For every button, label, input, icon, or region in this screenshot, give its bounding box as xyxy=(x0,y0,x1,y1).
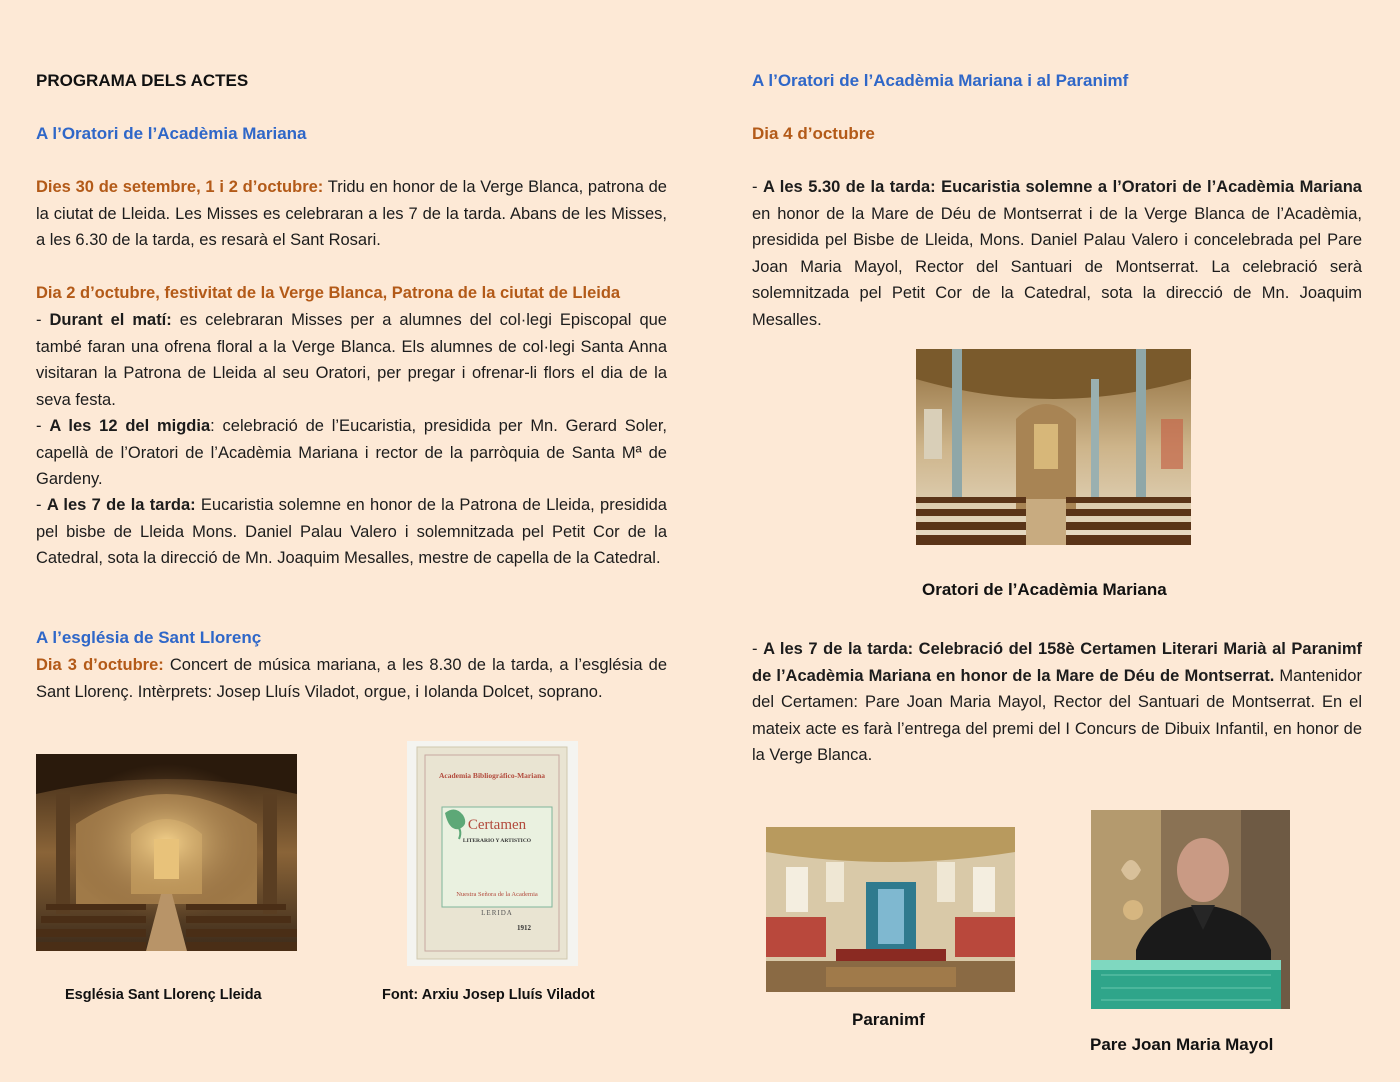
day2-item-evening: - A les 7 de la tarda: Eucaristia solemne en honor de la Patrona de Lleida, presidida pel bisbe de Lleida Mons. Daniel Palau Valero i solemnitzada pel Petit Cor de la Catedral, sota la direcció de Mn. Joaquim Mesalles, mestre de capella de la Catedral. xyxy=(36,496,667,568)
mayol-photo xyxy=(1091,810,1290,1009)
day2-item-evening-lead: A les 7 de la tarda: xyxy=(46,496,196,514)
book-city: LERIDA xyxy=(481,909,513,917)
day4-eucharist-paragraph: - A les 5.30 de la tarda: Eucaristia solemne a l’Oratori de l’Acadèmia Mariana en honor de la Mare de Déu de Montserrat i de la Verge Blanca de l’Acadèmia, presidida pel Bisbe de Lleida, Mons. Daniel Palau Valero i concelebrada pel Pare Joan Maria Mayol, Rector del Santuari de Montserrat. La celebració serà solemnitzada pel Petit Cor de la Catedral, sota la direcció de Mn. Joaquim Mesalles. xyxy=(752,178,1362,329)
day2-heading: Dia 2 d’octubre, festivitat de la Verge Blanca, Patrona de la ciutat de Lleida xyxy=(36,284,621,302)
triduum-date: Dies 30 de setembre, 1 i 2 d’octubre: xyxy=(36,178,324,196)
caption-oratori: Oratori de l’Acadèmia Mariana xyxy=(922,580,1167,599)
day4-certamen-paragraph: - A les 7 de la tarda: Celebració del 158è Certamen Literari Marià al Paranimf de l’Acadèmia Mariana en honor de la Mare de Déu de Montserrat. Mantenidor del Certamen: Pare Joan Maria Mayol, Rector del Santuari de Montserrat. En el mateix acte es farà l’entrega del premi del I Concurs de Dibuix Infantil, en honor de la Verge Blanca. xyxy=(752,640,1362,765)
paranimf-photo xyxy=(766,827,1015,992)
book-year: 1912 xyxy=(517,924,531,932)
section-heading-oratori: A l’Oratori de l’Acadèmia Mariana xyxy=(36,124,307,143)
day2-item-noon-text: : celebració de l’Eucaristia, presidida per Mn. Gerard Soler, capellà de l’Oratori de l’Acadèmia Mariana i rector de la parròquia de Santa Mª de Gardeny. xyxy=(36,417,667,489)
day4-eucharist-text: en honor de la Mare de Déu de Montserrat i de la Verge Blanca de l’Acadèmia, presidida pel Bisbe de Lleida, Mons. Daniel Palau Valero i concelebrada pel Pare Joan Maria Mayol, Rector del Santuari de Montserrat. La celebració serà solemnitzada pel Petit Cor de la Catedral, sota la direcció de Mn. Joaquim Mesalles. xyxy=(752,204,1362,329)
section-heading-sant-llorenc: A l’església de Sant Llorenç xyxy=(36,628,262,647)
book-title: Certamen xyxy=(467,817,527,833)
day2-item-noon-lead: A les 12 del migdia xyxy=(49,417,211,435)
concert-paragraph xyxy=(36,652,667,705)
day2-item-morning-text: es celebraran Misses per a alumnes del col·legi Episcopal que també faran una ofrena floral a la Verge Blanca. Els alumnes de col·legi Santa Anna visitaran la Patrona de Lleida al seu Oratori, per pregar i ofrenar-li flors el dia de la seva festa. xyxy=(36,311,667,409)
day2-item-morning-lead: Durant el matí: xyxy=(49,311,172,329)
day4-certamen-text: Mantenidor del Certamen: Pare Joan Maria Mayol, Rector del Santuari de Montserrat. En el mateix acte es farà l’entrega del premi del I Concurs de Dibuix Infantil, en honor de la Verge Blanca. xyxy=(752,666,1362,765)
triduum-paragraph xyxy=(36,174,667,254)
sant-llorenc-photo xyxy=(36,754,297,951)
concert-date: Dia 3 d’octubre: xyxy=(36,656,164,674)
day4-eucharist-lead: A les 5.30 de la tarda: Eucaristia solemne a l’Oratori de l’Acadèmia Mariana xyxy=(762,178,1362,196)
caption-mayol: Pare Joan Maria Mayol xyxy=(1090,1035,1274,1054)
day2-item-evening-text: Eucaristia solemne en honor de la Patrona de Lleida, presidida pel bisbe de Lleida Mons. Daniel Palau Valero i solemnitzada pel Petit Cor de la Catedral, sota la direcció de Mn. Joaquim Mesalles, mestre de capella de la Catedral. xyxy=(36,496,667,568)
certamen-book-photo xyxy=(407,741,578,966)
day2-item-noon: - A les 12 del migdia: celebració de l’Eucaristia, presidida per Mn. Gerard Soler, capellà de l’Oratori de l’Acadèmia Mariana i rector de la parròquia de Santa Mª de Gardeny. xyxy=(36,417,667,489)
day4-heading: Dia 4 d’octubre xyxy=(752,124,875,143)
book-subtitle: LITERARIO Y ARTISTICO xyxy=(462,838,532,844)
book-line2: Nuestra Señora de la Academia xyxy=(456,891,538,898)
day2-item-morning: - Durant el matí: es celebraran Misses per a alumnes del col·legi Episcopal que també faran una ofrena floral a la Verge Blanca. Els alumnes de col·legi Santa Anna visitaran la Patrona de Lleida al seu Oratori, per pregar i ofrenar-li flors el dia de la seva festa. xyxy=(36,311,667,409)
caption-arxiu: Font: Arxiu Josep Lluís Viladot xyxy=(382,987,595,1003)
section-heading-paranimf: A l’Oratori de l’Acadèmia Mariana i al Paranimf xyxy=(752,71,1129,90)
concert-text: Concert de música mariana, a les 8.30 de la tarda, a l’església de Sant Llorenç. Intèrprets: Josep Lluís Viladot, orgue, i Iolanda Dolcet, soprano. xyxy=(36,656,667,701)
caption-paranimf: Paranimf xyxy=(852,1010,925,1029)
day4-certamen-lead: A les 7 de la tarda: Celebració del 158è Certamen Literari Marià al Paranimf de l’Acadèmia Mariana en honor de la Mare de Déu de Montserrat. xyxy=(752,640,1362,685)
oratori-photo xyxy=(916,349,1191,545)
triduum-text: Tridu en honor de la Verge Blanca, patrona de la ciutat de Lleida. Les Misses es celebraran a les 7 de la tarda. Abans de les Misses, a les 6.30 de la tarda, es resarà el Sant Rosari. xyxy=(36,178,667,250)
caption-sant-llorenc: Església Sant Llorenç Lleida xyxy=(65,987,262,1003)
book-line1: Academia Bibliográfico-Mariana xyxy=(438,771,546,780)
program-title: PROGRAMA DELS ACTES xyxy=(36,71,249,90)
